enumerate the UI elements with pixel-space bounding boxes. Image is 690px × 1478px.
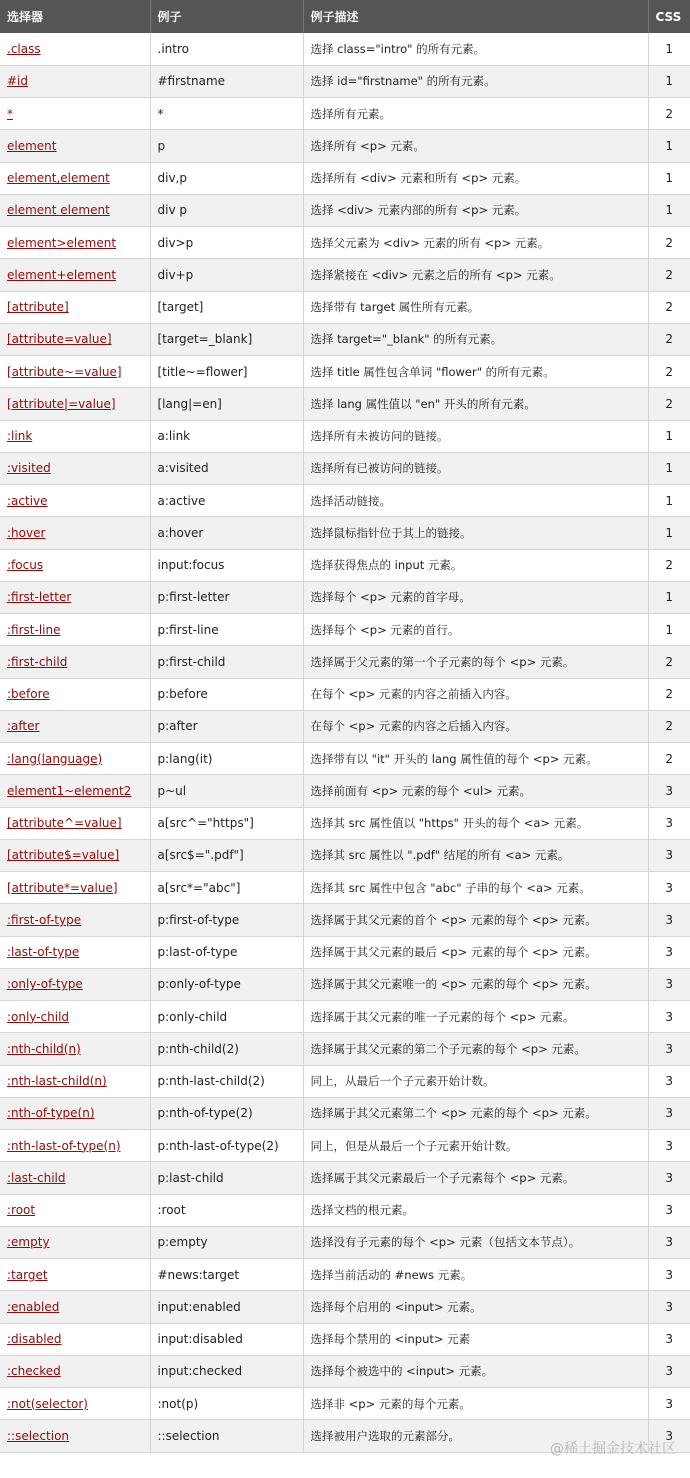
selector-cell — [0, 259, 150, 291]
selector-cell — [0, 1001, 150, 1033]
example-cell: input:focus — [150, 549, 303, 581]
selector-cell — [0, 1420, 150, 1452]
css-version-cell: 2 — [648, 678, 690, 710]
selector-link[interactable]: :empty — [7, 1235, 50, 1250]
description-cell: 选择其 src 属性中包含 "abc" 子串的每个 <a> 元素。 — [303, 872, 648, 904]
example-cell: #firstname — [150, 65, 303, 97]
description-cell: 选择其 src 属性值以 "https" 开头的每个 <a> 元素。 — [303, 807, 648, 839]
table-row — [0, 968, 690, 1000]
css-version-cell: 3 — [648, 1097, 690, 1129]
description-cell: 选择紧接在 <div> 元素之后的所有 <p> 元素。 — [303, 259, 648, 291]
selector-cell — [0, 614, 150, 646]
table-row — [0, 517, 690, 549]
selector-link[interactable]: :active — [7, 493, 48, 508]
example-cell: p:after — [150, 710, 303, 742]
selector-cell — [0, 1259, 150, 1291]
css-version-cell: 1 — [648, 581, 690, 613]
css-version-cell: 1 — [648, 614, 690, 646]
css-version-cell: 3 — [648, 775, 690, 807]
table-row — [0, 936, 690, 968]
table-row — [0, 1162, 690, 1194]
selector-cell — [0, 1033, 150, 1065]
table-row — [0, 1033, 690, 1065]
example-cell: input:enabled — [150, 1291, 303, 1323]
example-cell: a:active — [150, 485, 303, 517]
description-cell: 选择带有 target 属性所有元素。 — [303, 291, 648, 323]
example-cell: div+p — [150, 259, 303, 291]
selector-cell — [0, 1323, 150, 1355]
header-selector: 选择器 — [0, 0, 150, 33]
selector-cell — [0, 227, 150, 259]
table-row — [0, 420, 690, 452]
selector-link[interactable]: element — [7, 138, 57, 153]
selector-cell — [0, 33, 150, 65]
description-cell: 选择鼠标指针位于其上的链接。 — [303, 517, 648, 549]
selector-link[interactable]: :focus — [7, 558, 44, 573]
header-row — [0, 0, 690, 33]
css-version-cell: 2 — [648, 291, 690, 323]
selector-link[interactable]: element1~element2 — [7, 783, 132, 798]
selector-link[interactable]: :visited — [7, 461, 51, 476]
description-cell: 选择属于其父元素唯一的 <p> 元素的每个 <p> 元素。 — [303, 968, 648, 1000]
css-version-cell: 1 — [648, 517, 690, 549]
example-cell: p:last-of-type — [150, 936, 303, 968]
selector-link[interactable]: :last-of-type — [7, 945, 80, 960]
selector-link[interactable]: .class — [7, 41, 41, 56]
description-cell: 选择文档的根元素。 — [303, 1194, 648, 1226]
description-cell: 选择所有未被访问的链接。 — [303, 420, 648, 452]
example-cell: p:before — [150, 678, 303, 710]
selector-cell — [0, 65, 150, 97]
table-row — [0, 388, 690, 420]
table-row — [0, 1259, 690, 1291]
table-row — [0, 291, 690, 323]
selector-cell — [0, 549, 150, 581]
selector-link[interactable]: :enabled — [7, 1299, 60, 1314]
description-cell: 在每个 <p> 元素的内容之后插入内容。 — [303, 710, 648, 742]
selector-link[interactable]: :hover — [7, 525, 46, 540]
table-row — [0, 1194, 690, 1226]
css-version-cell: 3 — [648, 1291, 690, 1323]
example-cell: div p — [150, 194, 303, 226]
css-version-cell: 3 — [648, 872, 690, 904]
table-row — [0, 259, 690, 291]
description-cell: 同上，从最后一个子元素开始计数。 — [303, 1065, 648, 1097]
css-version-cell: 3 — [648, 1323, 690, 1355]
selector-cell — [0, 1097, 150, 1129]
selector-link[interactable]: :not(selector) — [7, 1396, 88, 1411]
selector-cell — [0, 646, 150, 678]
table-row — [0, 227, 690, 259]
header-description: 例子描述 — [303, 0, 648, 33]
description-cell: 选择属于父元素的第一个子元素的每个 <p> 元素。 — [303, 646, 648, 678]
css-version-cell: 1 — [648, 194, 690, 226]
css-version-cell: 3 — [648, 1226, 690, 1258]
selector-cell — [0, 1130, 150, 1162]
description-cell: 选择所有已被访问的链接。 — [303, 452, 648, 484]
selector-link[interactable]: :nth-last-of-type(n) — [7, 1138, 121, 1153]
selector-link[interactable]: :nth-child(n) — [7, 1041, 81, 1056]
example-cell: p:only-of-type — [150, 968, 303, 1000]
table-row — [0, 1355, 690, 1387]
css-version-cell: 1 — [648, 130, 690, 162]
selector-link[interactable]: :link — [7, 429, 33, 444]
table-row — [0, 65, 690, 97]
watermark: @稀土掘金技术社区 — [550, 1441, 676, 1457]
description-cell: 选择前面有 <p> 元素的每个 <ul> 元素。 — [303, 775, 648, 807]
table-row — [0, 581, 690, 613]
selector-link[interactable]: [attribute=value] — [7, 332, 112, 347]
example-cell: a:visited — [150, 452, 303, 484]
table-row — [0, 1388, 690, 1420]
table-row — [0, 130, 690, 162]
selector-cell — [0, 581, 150, 613]
selector-cell — [0, 485, 150, 517]
table-row — [0, 775, 690, 807]
selector-cell — [0, 452, 150, 484]
example-cell: input:disabled — [150, 1323, 303, 1355]
description-cell: 选择每个 <p> 元素的首行。 — [303, 614, 648, 646]
table-row — [0, 678, 690, 710]
description-cell: 选择被用户选取的元素部分。 — [303, 1420, 648, 1452]
description-cell: 选择非 <p> 元素的每个元素。 — [303, 1388, 648, 1420]
css-version-cell: 2 — [648, 388, 690, 420]
example-cell: p:first-child — [150, 646, 303, 678]
example-cell: [title~=flower] — [150, 356, 303, 388]
description-cell: 选择 title 属性包含单词 "flower" 的所有元素。 — [303, 356, 648, 388]
selector-link[interactable]: [attribute*=value] — [7, 880, 118, 895]
description-cell: 选择属于其父元素的首个 <p> 元素的每个 <p> 元素。 — [303, 904, 648, 936]
description-cell: 选择 lang 属性值以 "en" 开头的所有元素。 — [303, 388, 648, 420]
selector-cell — [0, 1226, 150, 1258]
selector-cell — [0, 130, 150, 162]
description-cell: 选择每个禁用的 <input> 元素 — [303, 1323, 648, 1355]
description-cell: 选择所有元素。 — [303, 98, 648, 130]
table-row — [0, 356, 690, 388]
description-cell: 选择 id="firstname" 的所有元素。 — [303, 65, 648, 97]
selector-cell — [0, 1291, 150, 1323]
selector-cell — [0, 1355, 150, 1387]
selector-cell — [0, 1194, 150, 1226]
selector-link[interactable]: :first-letter — [7, 590, 72, 605]
example-cell: a:hover — [150, 517, 303, 549]
selector-link[interactable]: :first-child — [7, 654, 68, 669]
example-cell: * — [150, 98, 303, 130]
css-version-cell: 3 — [648, 1259, 690, 1291]
css-version-cell: 2 — [648, 227, 690, 259]
selector-cell — [0, 388, 150, 420]
selector-link[interactable]: element,element — [7, 171, 110, 186]
css-version-cell: 2 — [648, 743, 690, 775]
selector-link[interactable]: :only-of-type — [7, 977, 83, 992]
css-version-cell: 3 — [648, 1162, 690, 1194]
selector-cell — [0, 839, 150, 871]
selector-link[interactable]: :only-child — [7, 1009, 70, 1024]
css-version-cell: 3 — [648, 1001, 690, 1033]
example-cell: p:first-letter — [150, 581, 303, 613]
example-cell: p — [150, 130, 303, 162]
selector-cell — [0, 904, 150, 936]
description-cell: 选择每个 <p> 元素的首字母。 — [303, 581, 648, 613]
selector-link[interactable]: :nth-of-type(n) — [7, 1106, 95, 1121]
selector-link[interactable]: element+element — [7, 267, 117, 282]
selector-link[interactable]: :checked — [7, 1364, 61, 1379]
selector-link[interactable]: :disabled — [7, 1332, 62, 1347]
example-cell: p:nth-of-type(2) — [150, 1097, 303, 1129]
example-cell: a[src*="abc"] — [150, 872, 303, 904]
example-cell: :not(p) — [150, 1388, 303, 1420]
table-row — [0, 323, 690, 355]
table-row — [0, 872, 690, 904]
selector-link[interactable]: :target — [7, 1267, 48, 1282]
selector-cell — [0, 807, 150, 839]
css-version-cell: 1 — [648, 452, 690, 484]
example-cell: p:empty — [150, 1226, 303, 1258]
example-cell: p:lang(it) — [150, 743, 303, 775]
selector-cell — [0, 743, 150, 775]
description-cell: 选择属于其父元素的第二个子元素的每个 <p> 元素。 — [303, 1033, 648, 1065]
table-row — [0, 162, 690, 194]
table-row — [0, 33, 690, 65]
selector-cell — [0, 1388, 150, 1420]
css-version-cell: 1 — [648, 65, 690, 97]
selector-cell — [0, 968, 150, 1000]
css-version-cell: 3 — [648, 968, 690, 1000]
css-version-cell: 2 — [648, 710, 690, 742]
selector-cell — [0, 162, 150, 194]
table-body — [0, 33, 690, 1452]
table-row — [0, 1291, 690, 1323]
selector-link[interactable]: ::selection — [7, 1428, 70, 1443]
table-row — [0, 1065, 690, 1097]
css-version-cell: 1 — [648, 162, 690, 194]
selector-link[interactable]: * — [7, 106, 13, 121]
selector-cell — [0, 517, 150, 549]
css-version-cell: 3 — [648, 1033, 690, 1065]
selector-cell — [0, 323, 150, 355]
css-version-cell: 3 — [648, 807, 690, 839]
table-row — [0, 904, 690, 936]
css-version-cell: 3 — [648, 1388, 690, 1420]
css-version-cell: 3 — [648, 904, 690, 936]
example-cell: a:link — [150, 420, 303, 452]
css-version-cell: 2 — [648, 646, 690, 678]
table-row — [0, 194, 690, 226]
selector-cell — [0, 1065, 150, 1097]
selector-link[interactable]: element element — [7, 203, 110, 218]
selector-link[interactable]: [attribute|=value] — [7, 396, 116, 411]
example-cell: div>p — [150, 227, 303, 259]
description-cell: 选择所有 <div> 元素和所有 <p> 元素。 — [303, 162, 648, 194]
example-cell: a[src$=".pdf"] — [150, 839, 303, 871]
css-version-cell: 2 — [648, 549, 690, 581]
selector-link[interactable]: :last-child — [7, 1170, 66, 1185]
example-cell: div,p — [150, 162, 303, 194]
css-version-cell: 3 — [648, 936, 690, 968]
table-row — [0, 452, 690, 484]
css-version-cell: 3 — [648, 1420, 690, 1452]
selector-cell — [0, 98, 150, 130]
table-row — [0, 98, 690, 130]
css-version-cell: 3 — [648, 1065, 690, 1097]
selector-link[interactable]: :root — [7, 1203, 36, 1218]
description-cell: 选择没有子元素的每个 <p> 元素（包括文本节点）。 — [303, 1226, 648, 1258]
css-version-cell: 3 — [648, 839, 690, 871]
description-cell: 选择每个启用的 <input> 元素。 — [303, 1291, 648, 1323]
table-row — [0, 1226, 690, 1258]
description-cell: 选择 target="_blank" 的所有元素。 — [303, 323, 648, 355]
table-row — [0, 743, 690, 775]
css-version-cell: 2 — [648, 98, 690, 130]
selector-cell — [0, 194, 150, 226]
css-version-cell: 3 — [648, 1355, 690, 1387]
css-version-cell: 1 — [648, 33, 690, 65]
description-cell: 选择属于其父元素最后一个子元素每个 <p> 元素。 — [303, 1162, 648, 1194]
example-cell: [target] — [150, 291, 303, 323]
table-row — [0, 1323, 690, 1355]
table-row — [0, 839, 690, 871]
table-row — [0, 485, 690, 517]
selector-link[interactable]: :after — [7, 719, 40, 734]
css-version-cell: 1 — [648, 485, 690, 517]
selector-cell — [0, 872, 150, 904]
example-cell: a[src^="https"] — [150, 807, 303, 839]
selector-link[interactable]: :first-line — [7, 622, 61, 637]
table-row — [0, 710, 690, 742]
selector-link[interactable]: [attribute^=value] — [7, 816, 122, 831]
description-cell: 选择所有 <p> 元素。 — [303, 130, 648, 162]
selector-cell — [0, 356, 150, 388]
example-cell: input:checked — [150, 1355, 303, 1387]
description-cell: 选择每个被选中的 <input> 元素。 — [303, 1355, 648, 1387]
selector-link[interactable]: [attribute$=value] — [7, 848, 120, 863]
description-cell: 选择获得焦点的 input 元素。 — [303, 549, 648, 581]
selector-cell — [0, 775, 150, 807]
css-version-cell: 2 — [648, 356, 690, 388]
description-cell: 选择当前活动的 #news 元素。 — [303, 1259, 648, 1291]
selector-cell — [0, 1162, 150, 1194]
selector-cell — [0, 936, 150, 968]
example-cell: :root — [150, 1194, 303, 1226]
description-cell: 选择 class="intro" 的所有元素。 — [303, 33, 648, 65]
description-cell: 选择属于其父元素第二个 <p> 元素的每个 <p> 元素。 — [303, 1097, 648, 1129]
description-cell: 选择属于其父元素的唯一子元素的每个 <p> 元素。 — [303, 1001, 648, 1033]
selector-cell — [0, 420, 150, 452]
selector-link[interactable]: :first-of-type — [7, 912, 82, 927]
css-version-cell: 2 — [648, 259, 690, 291]
table-row — [0, 549, 690, 581]
selector-cell — [0, 710, 150, 742]
example-cell: p:first-of-type — [150, 904, 303, 936]
css-version-cell: 3 — [648, 1194, 690, 1226]
selector-cell — [0, 291, 150, 323]
css-version-cell: 3 — [648, 1130, 690, 1162]
example-cell: p:nth-last-child(2) — [150, 1065, 303, 1097]
css-version-cell: 1 — [648, 420, 690, 452]
table-header — [0, 0, 690, 33]
css-version-cell: 2 — [648, 323, 690, 355]
selector-cell — [0, 678, 150, 710]
description-cell: 选择属于其父元素的最后 <p> 元素的每个 <p> 元素。 — [303, 936, 648, 968]
example-cell: p:only-child — [150, 1001, 303, 1033]
description-cell: 同上，但是从最后一个子元素开始计数。 — [303, 1130, 648, 1162]
selector-link[interactable]: element>element — [7, 235, 117, 250]
description-cell: 选择其 src 属性以 ".pdf" 结尾的所有 <a> 元素。 — [303, 839, 648, 871]
description-cell: 选择父元素为 <div> 元素的所有 <p> 元素。 — [303, 227, 648, 259]
selector-link[interactable]: :before — [7, 687, 50, 702]
example-cell: p:last-child — [150, 1162, 303, 1194]
example-cell: [lang|=en] — [150, 388, 303, 420]
table-row — [0, 807, 690, 839]
selector-link[interactable]: :nth-last-child(n) — [7, 1074, 107, 1089]
example-cell: p:nth-child(2) — [150, 1033, 303, 1065]
header-css-version: CSS — [648, 0, 690, 33]
description-cell: 选择活动链接。 — [303, 485, 648, 517]
example-cell: ::selection — [150, 1420, 303, 1452]
description-cell: 在每个 <p> 元素的内容之前插入内容。 — [303, 678, 648, 710]
selector-link[interactable]: #id — [7, 74, 29, 89]
example-cell: .intro — [150, 33, 303, 65]
table-row — [0, 1097, 690, 1129]
example-cell: [target=_blank] — [150, 323, 303, 355]
description-cell: 选择 <div> 元素内部的所有 <p> 元素。 — [303, 194, 648, 226]
selector-link[interactable]: [attribute] — [7, 300, 69, 315]
table-row — [0, 1130, 690, 1162]
selector-link[interactable]: [attribute~=value] — [7, 364, 122, 379]
example-cell: p~ul — [150, 775, 303, 807]
table-row — [0, 1001, 690, 1033]
table-row — [0, 646, 690, 678]
example-cell: #news:target — [150, 1259, 303, 1291]
selector-link[interactable]: :lang(language) — [7, 751, 103, 766]
example-cell: p:nth-last-of-type(2) — [150, 1130, 303, 1162]
description-cell: 选择带有以 "it" 开头的 lang 属性值的每个 <p> 元素。 — [303, 743, 648, 775]
example-cell: p:first-line — [150, 614, 303, 646]
header-example: 例子 — [150, 0, 303, 33]
table-row — [0, 614, 690, 646]
